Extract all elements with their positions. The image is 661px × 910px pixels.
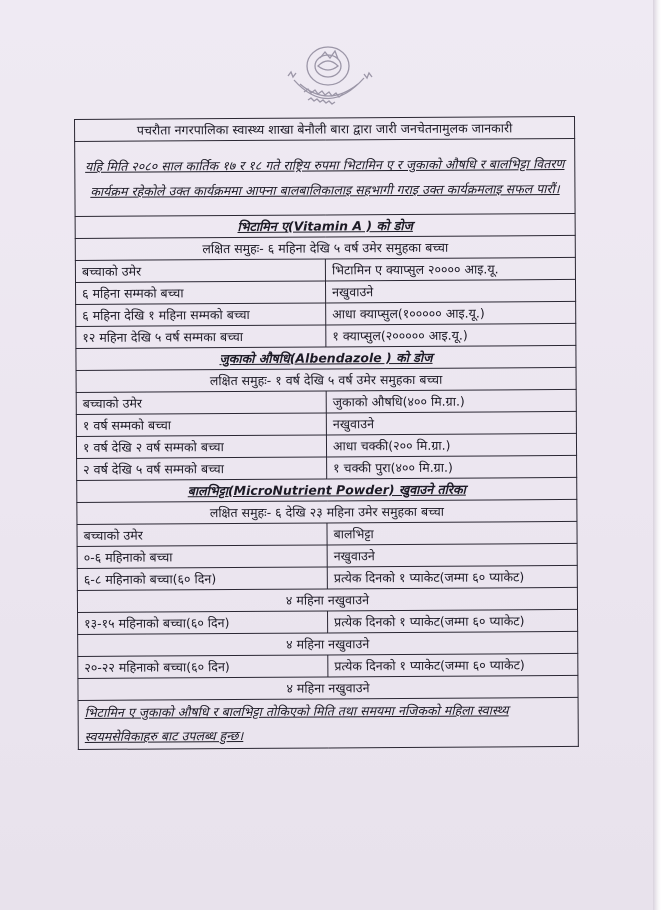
- dose-cell: नखुवाउने: [326, 411, 576, 435]
- dose-cell: आधा चक्की(२०० मि.ग्रा.): [326, 433, 576, 457]
- age-cell: २०-२२ महिनाको बच्चा(६० दिन): [78, 655, 328, 679]
- closing-row: [78, 697, 578, 749]
- age-cell: १३-१५ महिनाको बच्चा(६० दिन): [78, 611, 328, 635]
- table-row: [75, 257, 575, 282]
- micronutrient-heading: बालभिट्टा(MicroNutrient Powder) खुवाउने तरिका: [77, 477, 577, 502]
- table-row: [77, 543, 577, 568]
- dose-cell: नखुवाउने: [325, 279, 575, 303]
- table-row: [76, 411, 576, 436]
- age-cell: २ वर्ष देखि ५ वर्ष सम्मको बच्चा: [77, 457, 327, 481]
- age-cell: १ वर्ष देखि २ वर्ष सम्मको बच्चा: [76, 435, 326, 459]
- dose-cell: प्रत्येक दिनको १ प्याकेट(जम्मा ६० प्याकेट): [328, 609, 578, 633]
- table-row: [78, 631, 578, 656]
- table-row: [78, 609, 578, 634]
- table-row: [76, 323, 576, 348]
- age-cell: ६-८ महिनाको बच्चा(६० दिन): [77, 567, 327, 591]
- dose-cell: आधा क्याप्सुल(१००००० आइ.यू.): [326, 301, 576, 325]
- table-row: [77, 521, 577, 546]
- pause-note: ४ महिना नखुवाउने: [78, 675, 578, 700]
- table-row: [78, 653, 578, 678]
- column-header-age: बच्चाको उमेर: [75, 259, 325, 283]
- dose-cell: नखुवाउने: [327, 543, 577, 567]
- page-edge-shadow: [653, 0, 661, 910]
- albendazole-heading: जुकाको औषधि(Albendazole ) को डोज: [76, 345, 576, 370]
- title-row: [75, 116, 575, 141]
- document-title: पचरौता नगरपालिका स्वास्थ्य शाखा बेनौली बारा द्वारा जारी जनचेतनामुलक जानकारी: [75, 116, 575, 141]
- table-row: [76, 433, 576, 458]
- vitamin-a-heading-row: [75, 213, 575, 238]
- intro-paragraph: यहि मिति २०८० साल कार्तिक १७ र १८ गते राष्ट्रिय रुपमा भिटामिन ए र जुकाको औषधि र बालभिट्टा वितरण कार्यक्रम रहेकोले उक्त कार्यक्रममा आफ्ना बालबालिकालाइ सहभागी गराइ उक्त कार्यक्रमलाइ सफल पारौं।: [75, 138, 575, 216]
- micronutrient-heading-row: [77, 477, 577, 502]
- micronutrient-target-group: लक्षित समुहः- ६ देखि २३ महिना उमेर समुहका बच्चा: [77, 499, 577, 524]
- table-row: [78, 675, 578, 700]
- column-header-dose: जुकाको औषधि(४०० मि.ग्रा.): [326, 389, 576, 413]
- column-header-dose: बालभिट्टा: [327, 521, 577, 545]
- municipality-seal-stamp: [278, 36, 378, 120]
- age-cell: ६ महिना देखि १ महिना सम्मको बच्चा: [76, 303, 326, 327]
- table-row: [77, 587, 577, 612]
- pause-note: ४ महिना नखुवाउने: [78, 631, 578, 656]
- closing-note: भिटामिन ए जुकाको औषधि र बालभिट्टा तोकिएको मिति तथा समयमा नजिकको महिला स्वास्थ्य स्वयमसेविकाहरु बाट उपलब्ध हुन्छ।: [78, 697, 578, 749]
- health-information-table: [74, 116, 579, 750]
- column-header-age: बच्चाको उमेर: [77, 523, 327, 547]
- table-row: [76, 389, 576, 414]
- table-row: [75, 279, 575, 304]
- albendazole-target-row: [76, 367, 576, 392]
- table-row: [76, 301, 576, 326]
- pause-note: ४ महिना नखुवाउने: [77, 587, 577, 612]
- column-header-dose: भिटामिन ए क्याप्सुल २०००० आइ.यू.: [325, 257, 575, 281]
- age-cell: ०-६ महिनाको बच्चा: [77, 545, 327, 569]
- dose-cell: प्रत्येक दिनको १ प्याकेट(जम्मा ६० प्याकेट): [327, 565, 577, 589]
- age-cell: १ वर्ष सम्मको बच्चा: [76, 413, 326, 437]
- albendazole-target-group: लक्षित समुहः- १ वर्ष देखि ५ वर्ष उमेर समुहका बच्चा: [76, 367, 576, 392]
- table-row: [77, 565, 577, 590]
- age-cell: १२ महिना देखि ५ वर्ष सम्मका बच्चा: [76, 325, 326, 349]
- vitamin-a-target-group: लक्षित समुहः- ६ महिना देखि ५ वर्ष उमेर समुहका बच्चा: [75, 235, 575, 260]
- age-cell: ६ महिना सम्मको बच्चा: [75, 281, 325, 305]
- micronutrient-target-row: [77, 499, 577, 524]
- dose-cell: १ चक्की पुरा(४०० मि.ग्रा.): [327, 455, 577, 479]
- vitamin-a-target-row: [75, 235, 575, 260]
- dose-cell: प्रत्येक दिनको १ प्याकेट(जम्मा ६० प्याकेट): [328, 653, 578, 677]
- intro-row: [75, 138, 575, 216]
- dose-cell: १ क्याप्सुल(२००००० आइ.यू.): [326, 323, 576, 347]
- albendazole-heading-row: [76, 345, 576, 370]
- column-header-age: बच्चाको उमेर: [76, 391, 326, 415]
- table-row: [77, 455, 577, 480]
- vitamin-a-heading: भिटामिन ए(Vitamin A ) को डोज: [75, 213, 575, 238]
